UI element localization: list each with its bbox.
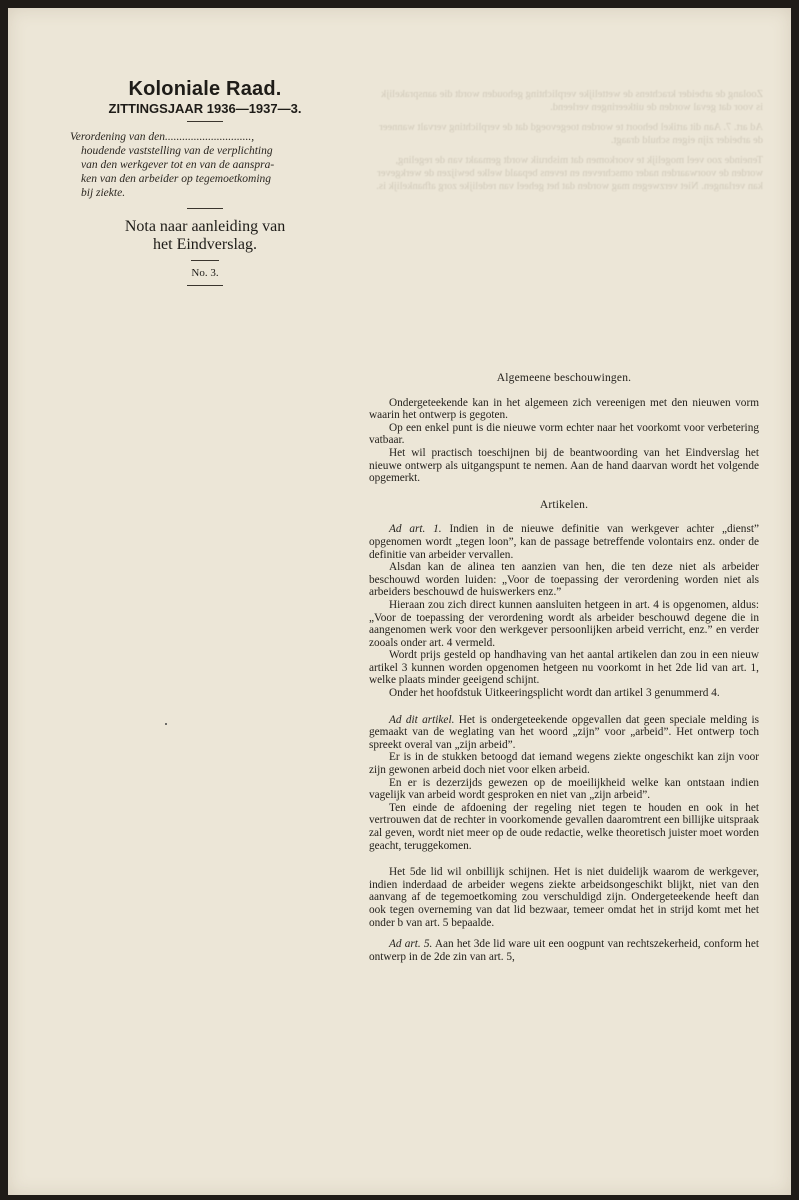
heading-general: Algemeene beschouwingen. <box>496 372 632 384</box>
paragraph: Hieraan zou zich direct kunnen aansluiten hetgeen in art. 4 is opgenomen, aldus: „Voor de toepassing der verordening wordt als arbeider beschouwd degene die in aangenomen werk voor den werkgever persoonlijken arbeid verricht, enz.” en verder zooals onder art. 4 vermeld. <box>369 598 759 649</box>
paragraph: En er is dezerzijds gewezen op de moeilijkheid welke kan ontstaan indien vagelijk van arbeid wordt gesproken en niet van „zijn arbeid”. <box>369 776 759 802</box>
heading-articles: Artikelen. <box>539 498 589 511</box>
paragraph: Alsdan kan de alinea ten aanzien van hen, die ten deze niet als arbeider beschouwd worden luiden: „Voor de toepassing der verordening worden niet als arbeiders beschouwd de huiswerkers enz.” <box>369 561 759 599</box>
article-label: Ad art. 5. <box>389 938 433 951</box>
paragraph: Ad art. 1. Indien in de nieuwe definitie van werkgever achter „dienst” opgenomen wordt „tegen loon”, kan de passage betreffende volontairs enz. onder de definitie van arbeider vervallen. <box>369 523 759 561</box>
article-label: Ad art. 1. <box>389 523 442 536</box>
header-block <box>70 78 340 286</box>
session-year: ZITTINGSJAAR 1936—1937—3. <box>108 101 302 116</box>
paragraph: Ad dit artikel. Het is ondergeteekende opgevallen dat geen speciale melding is gemaakt van de weglating van het woord „zijn” voor „arbeid”. Het ontwerp toch spreekt overal van „zijn arbeid”. <box>369 713 760 751</box>
nota-title <box>70 218 340 254</box>
document-page <box>8 8 791 1195</box>
subtitle-line: ken van den arbeider op tegemoetkoming <box>81 173 272 185</box>
bleed-through-text: Zoolang de arbeider krachtens de wettelijke verplichting gehouden wordt die aansprakelijk is voor dat geval worden de uitkeeringen verleend. Ad art. 7. Aan dit artikel behoort te worden toegevoegd dat de verplichting vervalt wanneer de arbeider zijn eigen schuld draagt. Teneinde zoo veel mogelijk te voorkomen dat misbruik wordt gemaakt van de regeling, worden de voorwaarden nader omschreven en tevens bepaald welke bewijzen de werkgever kan verlangen. Niet verzwegen mag worden dat het geheel van redelijke zorg afhankelijk is. <box>376 89 763 192</box>
paragraph: Onder het hoofdstuk Uitkeeringsplicht wordt dan artikel 3 genummerd 4. <box>389 687 720 700</box>
article-label: Ad dit artikel. <box>389 713 455 726</box>
nota-line: Nota naar aanleiding van <box>124 218 286 235</box>
divider <box>187 121 223 122</box>
paragraph: Ten einde de afdoening der regeling niet tegen te houden en ook in het vertrouwen dat de rechter in voorkomende gevallen daaromtrent een billijke uitspraak zal geven, wordt niet meer op de oude redactie, welke theoretisch juister moet worden geacht, teruggekomen. <box>369 801 759 852</box>
divider <box>191 260 219 261</box>
subtitle-line: Verordening van den.............................., <box>70 131 255 143</box>
paragraph: Ondergeteekende kan in het algemeen zich vereenigen met den nieuwen vorm waarin het ontwerp is gegoten. <box>369 396 759 422</box>
paragraph: Er is in de stukken betoogd dat iemand wegens ziekte ongeschikt kan zijn voor zijn gewonen arbeid doch niet voor elken arbeid. <box>369 751 759 777</box>
main-text-column <box>369 372 759 963</box>
paragraph: Wordt prijs gesteld op handhaving van het aantal artikelen dan zou in een nieuw artikel 3 kunnen worden opgenomen hetgeen nu voorkomt in het 2de lid van art. 1, welke plaats minder geeigend schijnt. <box>369 649 759 687</box>
paragraph: Het 5de lid wil onbillijk schijnen. Het is niet duidelijk waarom de werkgever, indien inderdaad de arbeider wegens ziekte arbeidsongeschikt blijkt, niet van den aanvang af de tegemoetkoming zou verschuldigd zijn. Ondergeteekende heeft dan ook tegen overneming van dat lid bezwaar, temeer omdat het in strijd komt met het onder b van art. 5 bepaalde. <box>369 866 759 929</box>
divider <box>187 285 223 286</box>
paragraph: Op een enkel punt is die nieuwe vorm echter naar het voorkomt voor verbetering vatbaar. <box>369 421 759 447</box>
nota-line: het Eindverslag. <box>153 236 257 253</box>
ordinance-subtitle <box>70 130 340 200</box>
paragraph: Ad art. 5. Aan het 3de lid ware uit een oogpunt van rechtszekerheid, conform het ontwerp in de 2de zin van art. 5, <box>369 938 759 963</box>
paragraph: Het wil practisch toeschijnen bij de beantwoording van het Eindverslag het nieuwe ontwerp als uitgangspunt te nemen. Aan de hand daarvan wordt het volgende opgemerkt. <box>369 446 759 485</box>
speck <box>165 723 167 725</box>
subtitle-line: houdende vaststelling van de verplichting <box>81 145 273 157</box>
document-number: No. 3. <box>191 267 219 279</box>
council-title: Koloniale Raad. <box>128 78 282 100</box>
subtitle-line: van den werkgever tot en van de aanspra- <box>81 159 275 171</box>
subtitle-line: bij ziekte. <box>81 187 126 199</box>
divider <box>187 208 223 209</box>
